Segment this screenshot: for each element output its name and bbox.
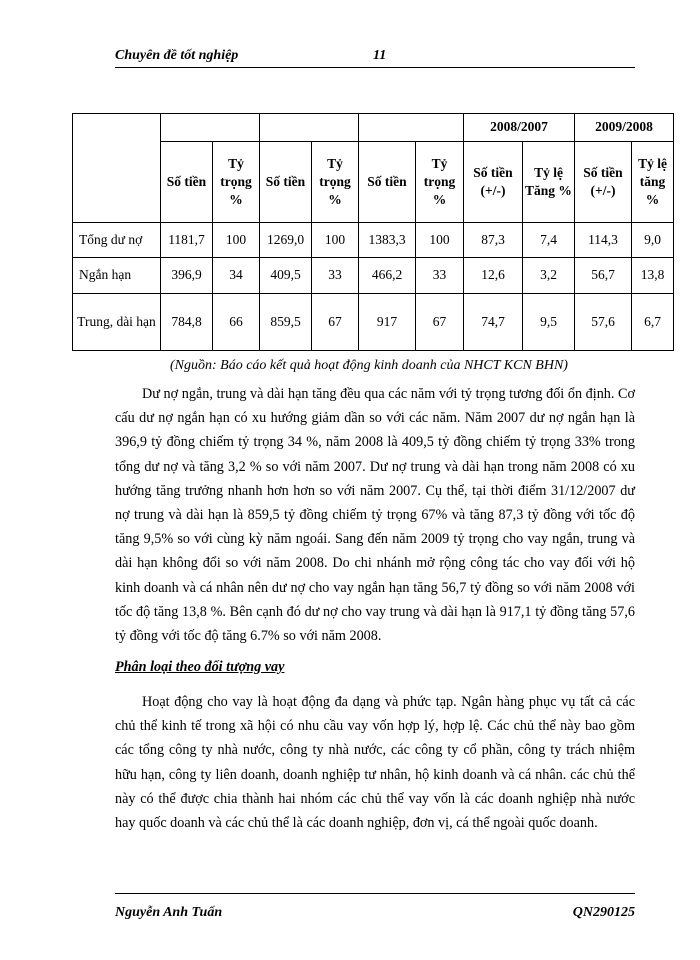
table-cell: 409,5 (260, 258, 312, 294)
table-corner-cell (73, 114, 161, 223)
period-header (260, 114, 359, 142)
table-cell: 9,5 (523, 294, 575, 351)
table-cell: 12,6 (464, 258, 523, 294)
column-header: Số tiền (+/-) (575, 142, 632, 223)
table-cell: 33 (416, 258, 464, 294)
column-header: Số tiền (161, 142, 213, 223)
footer-code: QN290125 (572, 905, 635, 920)
section-heading: Phân loại theo đối tượng vay (115, 659, 285, 675)
row-label: Tổng dư nợ (73, 223, 161, 258)
table-cell: 56,7 (575, 258, 632, 294)
table-row (73, 258, 674, 294)
table-cell: 114,3 (575, 223, 632, 258)
table-column-header-row (73, 142, 674, 223)
table-row (73, 223, 674, 258)
table-cell: 13,8 (632, 258, 674, 294)
table-cell: 6,7 (632, 294, 674, 351)
table-cell: 57,6 (575, 294, 632, 351)
table-cell: 66 (213, 294, 260, 351)
document-title: Chuyên đề tốt nghiệp (115, 48, 239, 63)
page-header (115, 48, 635, 68)
column-header: Tỷ trọng % (312, 142, 359, 223)
table-row (73, 294, 674, 351)
row-label: Ngắn hạn (73, 258, 161, 294)
table-period-row (73, 114, 674, 142)
table-source-note: (Nguồn: Báo cáo kết quả hoạt động kinh doanh của NHCT KCN BHN) (170, 358, 568, 373)
table-cell: 33 (312, 258, 359, 294)
table-cell: 100 (312, 223, 359, 258)
table-cell: 917 (359, 294, 416, 351)
table-cell: 100 (213, 223, 260, 258)
column-header: Tỷ lệ tăng % (632, 142, 674, 223)
table-cell: 784,8 (161, 294, 213, 351)
period-header: 2008/2007 (464, 114, 575, 142)
period-header (359, 114, 464, 142)
table-cell: 1181,7 (161, 223, 213, 258)
column-header: Số tiền (+/-) (464, 142, 523, 223)
header-divider (115, 67, 635, 68)
table-cell: 67 (312, 294, 359, 351)
page-number: 11 (373, 48, 387, 63)
period-header: 2009/2008 (575, 114, 674, 142)
table-cell: 9,0 (632, 223, 674, 258)
table-cell: 67 (416, 294, 464, 351)
table-cell: 87,3 (464, 223, 523, 258)
row-label: Trung, dài hạn (73, 294, 161, 351)
table-cell: 7,4 (523, 223, 575, 258)
column-header: Tỷ trọng % (416, 142, 464, 223)
table-cell: 100 (416, 223, 464, 258)
table-cell: 466,2 (359, 258, 416, 294)
table-cell: 34 (213, 258, 260, 294)
body-paragraph: Dư nợ ngắn, trung và dài hạn tăng đều qua các năm với tỷ trọng tương đối ổn định. Cơ cấu dư nợ ngắn hạn có xu hướng giảm dần so với các năm. Năm 2007 dư nợ ngắn hạn là 396,9 tỷ đồng chiếm tỷ trọng 34 %, năm 2008 là 409,5 tỷ đồng chiếm tỷ trọng 33% trong tổng dư nợ và tăng 3,2 % so với năm 2007. Dư nợ trung và dài hạn trong năm 2008 có xu hướng tăng trưởng nhanh hơn hơn so với năm 2007. Cụ thể, tại thời điểm 31/12/2007 dư nợ trung và dài hạn là 859,5 tỷ đồng chiếm tỷ trọng 67% và tăng 87,3 tỷ đồng với tốc độ tăng 9,5% so với cùng kỳ năm ngoái. Sang đến năm 2009 tỷ trọng cho vay ngắn, trung và dài hạn không đổi so với năm 2008. Do chi nhánh mở rộng công tác cho vay đối với hộ kinh doanh và cá nhân nên dư nợ cho vay ngắn hạn tăng 56,7 tỷ đồng so với năm 2008 với tốc độ tăng 13,8 %. Bên cạnh đó dư nợ cho vay trung và dài hạn là 917,1 tỷ đồng tăng 57,6 tỷ đồng với tốc độ tăng 6.7% so với năm 2008. (115, 386, 635, 645)
table-cell: 74,7 (464, 294, 523, 351)
footer-divider (115, 893, 635, 894)
table-cell: 1383,3 (359, 223, 416, 258)
column-header: Số tiền (260, 142, 312, 223)
column-header: Tỷ trọng % (213, 142, 260, 223)
period-header (161, 114, 260, 142)
footer-author: Nguyễn Anh Tuấn (115, 905, 223, 920)
body-paragraph: Hoạt động cho vay là hoạt động đa dạng và phức tạp. Ngân hàng phục vụ tất cả các chủ thể kinh tế trong xã hội có nhu cầu vay vốn hợp lý, hợp lệ. Các chủ thể này bao gồm các tổng công ty nhà nước, công ty nhà nước, các công ty cổ phần, công ty trách nhiệm hữu hạn, công ty liên doanh, doanh nghiệp tư nhân, hộ kinh doanh và cá nhân. các chủ thể này có thể được chia thành hai nhóm các chủ thể vay vốn là các doanh nghiệp nhà nước hay quốc doanh và các chủ thể là các doanh nghiệp, đơn vị, cá thể ngoài quốc doanh. (115, 694, 635, 832)
table-cell: 396,9 (161, 258, 213, 294)
table-cell: 1269,0 (260, 223, 312, 258)
loan-structure-table (72, 113, 674, 351)
column-header: Số tiền (359, 142, 416, 223)
table-cell: 3,2 (523, 258, 575, 294)
column-header: Tỷ lệ Tăng % (523, 142, 575, 223)
table-cell: 859,5 (260, 294, 312, 351)
